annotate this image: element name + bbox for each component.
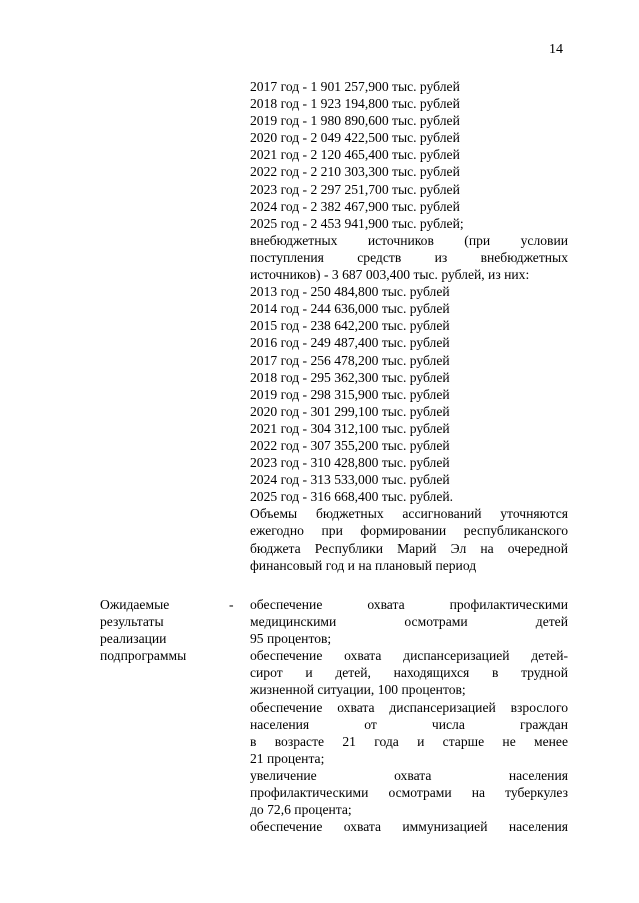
budget-year-line: 2020 год - 2 049 422,500 тыс. рублей xyxy=(250,130,460,146)
extrabudget-intro-line: источников) - 3 687 003,400 тыс. рублей, из них: xyxy=(250,267,530,283)
expected-results-list xyxy=(250,596,568,835)
expected-result-line: до 72,6 процента; xyxy=(250,802,352,818)
extrabudget-year-line: 2018 год - 295 362,300 тыс. рублей xyxy=(250,369,450,385)
label-line: результаты xyxy=(100,614,164,630)
extrabudget-intro-line: поступления средств из внебюджетных xyxy=(250,249,568,265)
budget-year-line: 2021 год - 2 120 465,400 тыс. рублей xyxy=(250,147,460,163)
extrabudget-year-line: 2024 год - 313 533,000 тыс. рублей xyxy=(250,472,450,488)
expected-result-line: 21 процента; xyxy=(250,750,325,766)
expected-result-line: медицинскими осмотрами детей xyxy=(250,614,568,630)
budget-year-line: 2018 год - 1 923 194,800 тыс. рублей xyxy=(250,96,460,112)
budget-year-line: 2017 год - 1 901 257,900 тыс. рублей xyxy=(250,79,460,94)
extrabudget-year-line: 2014 год - 244 636,000 тыс. рублей xyxy=(250,301,450,317)
extrabudget-year-line: 2020 год - 301 299,100 тыс. рублей xyxy=(250,403,450,419)
budget-year-line: 2019 год - 1 980 890,600 тыс. рублей xyxy=(250,113,460,129)
extrabudget-yearly-list xyxy=(250,283,568,505)
label-line: подпрограммы xyxy=(100,648,187,664)
label-dash: - xyxy=(229,597,234,612)
budget-year-line: 2023 год - 2 297 251,700 тыс. рублей xyxy=(250,181,460,197)
extrabudget-intro-line: внебюджетных источников (при условии xyxy=(250,232,568,248)
expected-result-line: увеличение охвата населения xyxy=(250,767,568,783)
expected-result-line: обеспечение охвата диспансеризацией детей- xyxy=(250,648,568,664)
budget-financing-block xyxy=(250,78,568,574)
extrabudget-year-line: 2013 год - 250 484,800 тыс. рублей xyxy=(250,284,450,300)
extrabudget-year-line: 2019 год - 298 315,900 тыс. рублей xyxy=(250,386,450,402)
allocation-note-line: бюджета Республики Марий Эл на очередной xyxy=(250,540,568,556)
allocation-note-line: Объемы бюджетных ассигнований уточняются xyxy=(250,506,568,522)
budget-year-line: 2024 год - 2 382 467,900 тыс. рублей xyxy=(250,198,460,214)
extrabudget-intro xyxy=(250,232,568,283)
extrabudget-year-line: 2016 год - 249 487,400 тыс. рублей xyxy=(250,335,450,351)
allocation-note xyxy=(250,505,568,573)
extrabudget-year-line: 2017 год - 256 478,200 тыс. рублей xyxy=(250,352,450,368)
allocation-note-line: финансовый год и на плановый период xyxy=(250,557,477,573)
budget-year-line: 2025 год - 2 453 941,900 тыс. рублей; xyxy=(250,215,464,231)
extrabudget-year-line: 2015 год - 238 642,200 тыс. рублей xyxy=(250,318,450,334)
expected-result-line: обеспечение охвата профилактическими xyxy=(250,597,568,612)
expected-result-line: жизненной ситуации, 100 процентов; xyxy=(250,682,466,698)
expected-results-label xyxy=(100,596,230,664)
expected-result-line: обеспечение охвата диспансеризацией взрослого xyxy=(250,699,568,715)
expected-result-line: профилактическими осмотрами на туберкулез xyxy=(250,785,568,801)
expected-result-line: 95 процентов; xyxy=(250,631,332,647)
expected-result-line: обеспечение охвата иммунизацией населения xyxy=(250,819,568,835)
label-line: реализации xyxy=(100,631,167,647)
republican-budget-yearly-list xyxy=(250,78,568,232)
extrabudget-year-line: 2023 год - 310 428,800 тыс. рублей xyxy=(250,455,450,471)
extrabudget-year-line: 2022 год - 307 355,200 тыс. рублей xyxy=(250,437,450,453)
extrabudget-year-line: 2025 год - 316 668,400 тыс. рублей. xyxy=(250,489,454,505)
budget-year-line: 2022 год - 2 210 303,300 тыс. рублей xyxy=(250,164,460,180)
expected-result-line: сирот и детей, находящихся в трудной xyxy=(250,665,568,681)
extrabudget-year-line: 2021 год - 304 312,100 тыс. рублей xyxy=(250,420,450,436)
allocation-note-line: ежегодно при формировании республиканского xyxy=(250,523,568,539)
page-number: 14 xyxy=(549,42,563,57)
label-line: Ожидаемые xyxy=(100,597,170,612)
expected-result-line: населения от числа граждан xyxy=(250,716,568,732)
expected-result-line: в возрасте 21 года и старше не менее xyxy=(250,733,568,749)
